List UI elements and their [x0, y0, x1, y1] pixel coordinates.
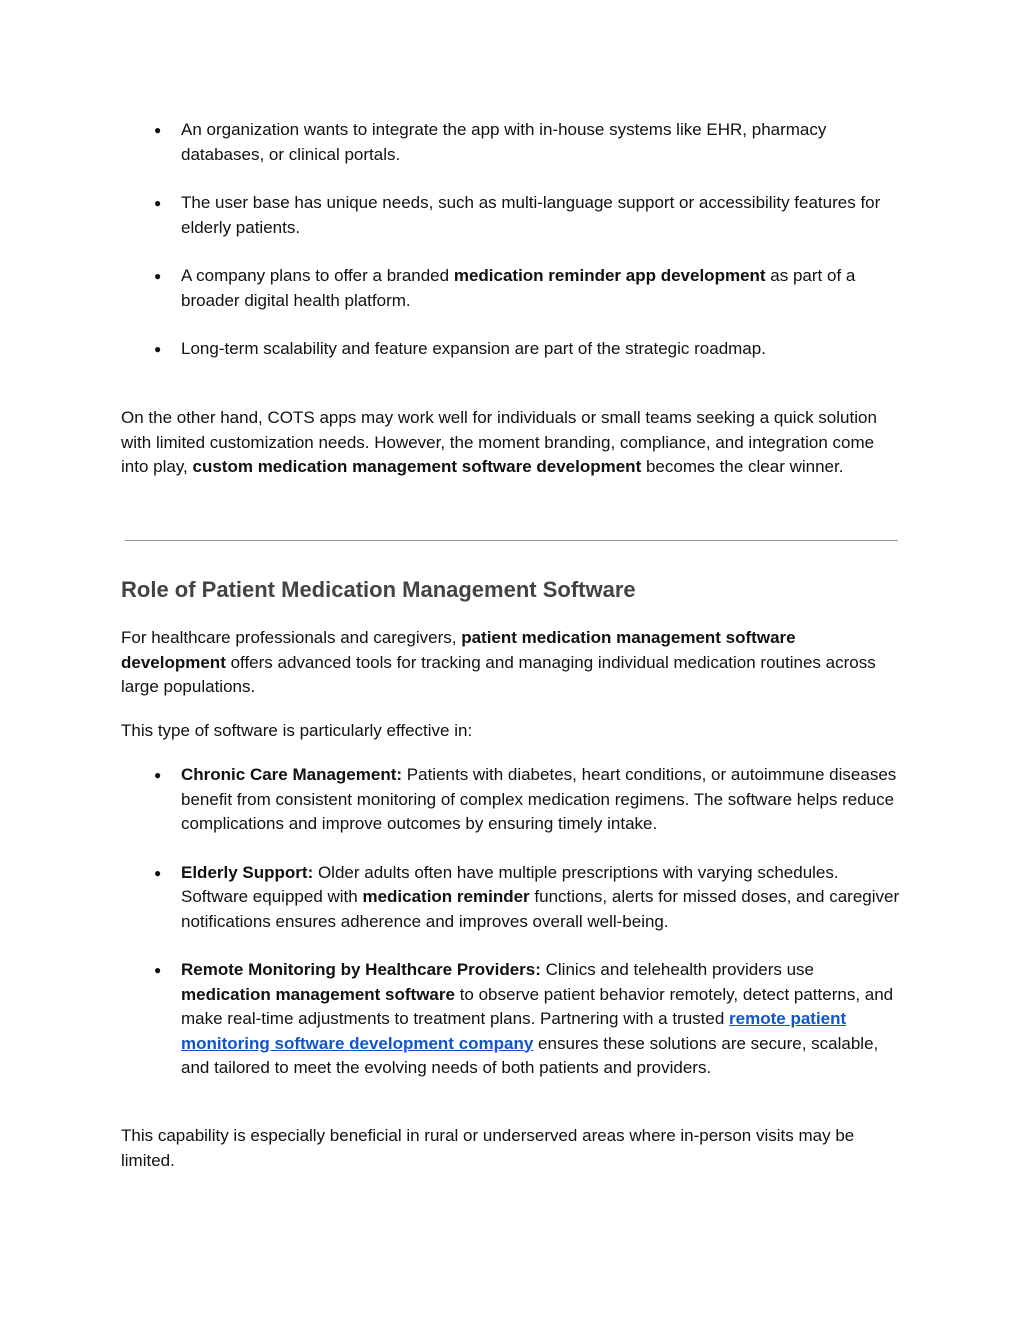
list-item-text	[181, 960, 893, 1077]
bullet-icon: ●	[154, 269, 162, 283]
bold-phrase: medication reminder	[362, 887, 530, 906]
list-item	[121, 191, 901, 240]
list-item-label: Chronic Care Management:	[181, 765, 403, 784]
bullet-icon: ●	[154, 768, 162, 782]
list-item-text: An organization wants to integrate the app with in-house systems like EHR, pharmacy databases, or clinical portals.	[181, 120, 827, 164]
list-item-body-mid: to observe patient behavior remotely, detect patterns, and make real-time adjustments to treatment plans. Partnering with a trusted	[181, 984, 894, 1028]
list-item-text	[181, 266, 855, 310]
list-item-text	[181, 863, 899, 931]
section-heading: Role of Patient Medication Management Software	[121, 577, 636, 602]
cots-paragraph	[121, 406, 901, 480]
bullet-icon: ●	[154, 342, 162, 356]
list-item-body-start: Older adults often have multiple prescriptions with varying schedules. Software equipped with	[181, 862, 839, 906]
list-item-body-end: functions, alerts for missed doses, and caregiver notifications ensures adherence and improves overall well-being.	[181, 887, 900, 931]
list-item-body-start: Clinics and telehealth providers use	[540, 960, 815, 979]
list-item-body: Patients with diabetes, heart conditions, or autoimmune diseases benefit from consistent monitoring of complex medication regimens. The software helps reduce complications and improve outcomes by ensuring timely intake.	[181, 765, 897, 833]
list-item-text	[181, 765, 896, 833]
list-item-body-end: ensures these solutions are secure, scalable, and tailored to meet the evolving needs of both patients and providers.	[181, 1033, 879, 1077]
paragraph-text-end: becomes the clear winner.	[641, 457, 844, 476]
intro-paragraph	[121, 626, 901, 700]
use-cases-list	[121, 763, 901, 1105]
bullet-icon: ●	[154, 963, 162, 977]
list-item-text: Long-term scalability and feature expansion are part of the strategic roadmap.	[181, 339, 766, 358]
closing-paragraph: This capability is especially beneficial in rural or underserved areas where in-person visits may be limited.	[121, 1126, 855, 1170]
list-item	[121, 337, 901, 362]
list-item-chronic-care	[121, 763, 901, 837]
list-item	[121, 118, 901, 167]
effective-in-paragraph: This type of software is particularly effective in:	[121, 721, 473, 740]
list-item-text: The user base has unique needs, such as multi-language support or accessibility features for elderly patients.	[181, 193, 881, 237]
horizontal-divider	[125, 540, 898, 541]
list-item-label: Elderly Support:	[181, 862, 314, 882]
bold-phrase: patient medication management software development	[121, 628, 796, 672]
list-item-remote-monitoring	[121, 958, 901, 1081]
rpm-company-link[interactable]: remote patient monitoring software development company	[181, 1009, 847, 1053]
list-item	[121, 264, 901, 313]
bold-phrase: medication management software	[181, 984, 455, 1004]
integration-needs-list	[121, 118, 901, 386]
bold-phrase: custom medication management software development	[192, 457, 642, 476]
list-item-elderly-support	[121, 861, 901, 935]
paragraph-text-end: offers advanced tools for tracking and managing individual medication routines across large populations.	[121, 652, 876, 696]
list-item-label: Remote Monitoring by Healthcare Providers:	[181, 960, 541, 979]
bold-phrase: medication reminder app development	[453, 266, 766, 285]
list-item-text-start: A company plans to offer a branded	[181, 266, 454, 285]
bullet-icon: ●	[154, 865, 162, 880]
paragraph-text-start: For healthcare professionals and caregivers,	[121, 628, 462, 647]
bullet-icon: ●	[154, 196, 162, 210]
paragraph-text-start: On the other hand, COTS apps may work well for individuals or small teams seeking a quick solution with limited customization needs. However, the moment branding, compliance, and integration come into play,	[121, 408, 877, 476]
bullet-icon: ●	[154, 123, 162, 137]
list-item-text-end: as part of a broader digital health platform.	[181, 266, 856, 310]
